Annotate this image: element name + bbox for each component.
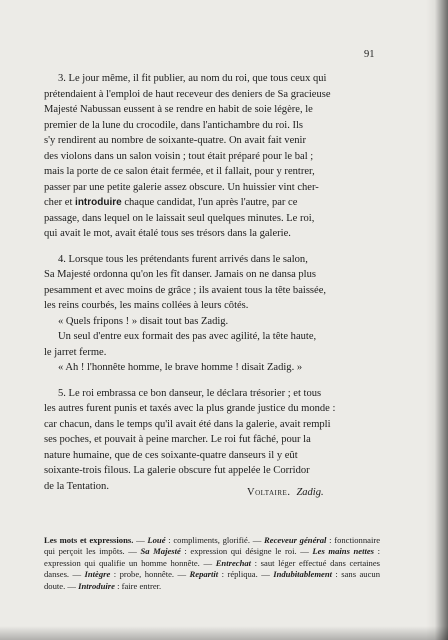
glossary-heading: Les mots et expressions. <box>44 535 134 545</box>
text-line: mais la porte de ce salon était fermée, et il fallait, pour y rentrer, <box>44 166 315 177</box>
glossary-definition: : répliqua. <box>218 569 258 580</box>
source-title: Zadig. <box>296 487 324 498</box>
text-line: car chacun, dans le temps qu'il avait été dans la galerie, avait rempli <box>44 418 331 430</box>
text-line: Sa Majesté ordonna qu'on les fît danser. Jamais on ne dansa plus <box>44 269 316 280</box>
glossary <box>44 535 380 592</box>
text-line: 5. Le roi embrassa ce bon danseur, le déclara trésorier ; et tous <box>58 387 322 399</box>
text-line: les reins courbés, les mains collées à leurs côtés. <box>44 300 249 311</box>
text-line: le jarret ferme. <box>44 346 107 358</box>
glossary-term: Loué <box>147 535 166 545</box>
text-line: 3. Le jour même, il fit publier, au nom du roi, que tous ceux qui <box>58 73 327 84</box>
glossary-term: Repartit <box>189 569 219 580</box>
text-line: ses poches, et pouvait à peine marcher. Le roi fut fâché, pour la <box>44 434 311 445</box>
glossary-term: Indubitablement <box>273 569 332 580</box>
highlighted-word: introduire <box>75 197 122 208</box>
text-line: prétendaient à l'emploi de haut receveur des deniers de Sa gracieuse <box>44 88 331 100</box>
text-line: les autres furent punis et taxés avec la plus grande justice du monde : <box>44 403 336 414</box>
text-line: premier de la lune du crocodile, dans l'antichambre du roi. Ils <box>44 119 304 131</box>
paragraph-4 <box>44 252 380 376</box>
text-line: des violons dans un salon voisin ; tout était préparé pour le bal ; <box>44 150 314 162</box>
glossary-definition: : fonctionnaire qui perçoit les impôts. <box>44 535 381 557</box>
glossary-definition: : compliments, glorifié. <box>165 535 251 545</box>
text-line: qui avait le mot, avait étalé tous ses trésors dans la galerie. <box>44 228 291 239</box>
text-line: passage, dans lequel on le laissait seul quelques minutes. Le roi, <box>44 212 315 224</box>
glossary-definition: : probe, honnête. <box>110 569 175 580</box>
text-line: s'y rendirent au nombre de soixante-quatre. On avait fait venir <box>44 135 306 146</box>
source-author: Voltaire. <box>247 487 291 498</box>
glossary-term: Les mains nettes <box>312 546 375 557</box>
main-text <box>44 71 380 494</box>
text-line: « Ah ! l'honnête homme, le brave homme ! disait Zadig. » <box>58 362 303 373</box>
glossary-term: Intègre <box>84 569 111 580</box>
glossary-definition: : saut léger effectué dans certaines danses. <box>44 557 381 580</box>
text-line: passer par une petite galerie assez obscure. Un huissier vint cher- <box>44 181 319 193</box>
glossary-definition: : faire entrer. <box>114 580 162 591</box>
glossary-entries: — Loué : compliments, glorifié. — Receveur général : fonctionnaire qui perçoit les impôts. — Sa Majesté : expression qui désigne le roi. — Les mains nettes : expression qui qualifie un homme honnête. — Entrechat : saut léger effectué dans certaines danses. — Intègre : probe, honnête. — Repartit : répliqua. — Indubitablement : sans aucun doute. — Introduire : faire entrer. <box>44 535 381 591</box>
paragraph-5 <box>44 386 380 495</box>
glossary-term: Receveur général <box>264 535 327 545</box>
glossary-term: Sa Majesté <box>140 546 181 557</box>
text-line: pesamment et avec moins de grâce ; ils avaient tous la tête baissée, <box>44 284 327 296</box>
paragraph-3 <box>44 71 380 242</box>
text-line: « Quels fripons ! » disait tout bas Zadig. <box>58 315 229 327</box>
text-line: Un seul d'entre eux formait des pas avec agilité, la tête haute, <box>58 331 317 342</box>
text-line: nature humaine, que de ces soixante-quatre danseurs il y eût <box>44 449 298 461</box>
text-line: de la Tentation. <box>44 480 109 492</box>
text-line: Majesté Nabussan eussent à se rendre en habit de soie légère, le <box>44 104 313 115</box>
glossary-definition: : expression qui désigne le roi. <box>180 546 297 557</box>
glossary-definition: : sans aucun doute. <box>44 569 381 591</box>
text-line: 4. Lorsque tous les prétendants furent arrivés dans le salon, <box>58 253 308 265</box>
text-line: soixante-trois filous. La galerie obscure fut appelée le Corridor <box>44 465 310 476</box>
glossary-term: Entrechat <box>215 557 252 568</box>
scan-shadow-edge <box>426 0 448 640</box>
page-number: 91 <box>364 49 375 60</box>
text-line: cher et introduire chaque candidat, l'un après l'autre, par ce <box>44 197 298 208</box>
glossary-term: Introduire <box>78 580 115 591</box>
source-citation <box>247 487 324 498</box>
glossary-definition: : expression qui qualifie un homme honnête. <box>44 546 381 568</box>
scan-shadow-bottom <box>0 626 448 640</box>
